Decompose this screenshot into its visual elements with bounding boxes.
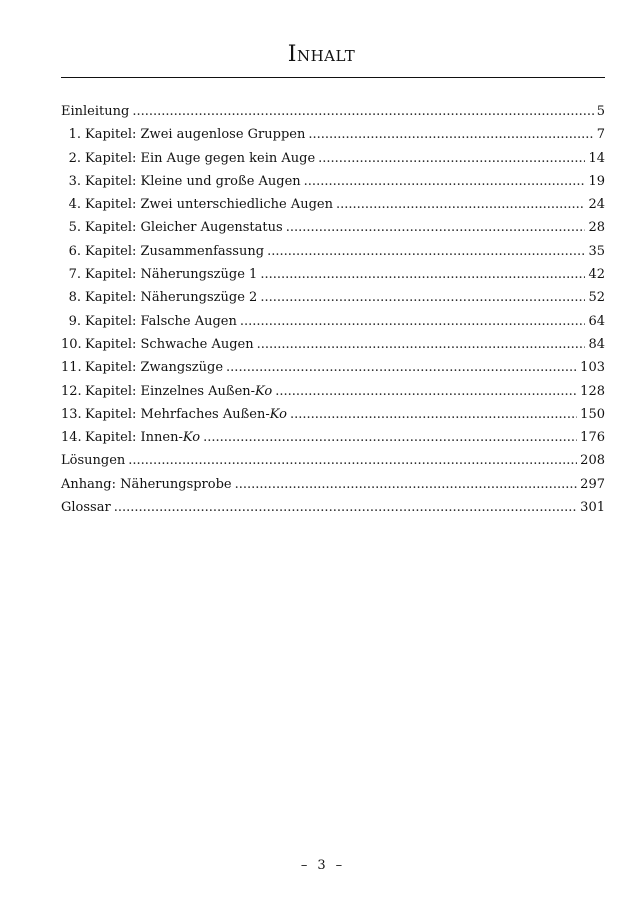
toc-leader-dots xyxy=(286,216,586,239)
toc-entry[interactable] xyxy=(61,263,605,286)
toc-entry-page: 103 xyxy=(580,360,605,376)
footer-dash-left: – xyxy=(300,858,308,873)
toc-entry-number: 7. xyxy=(68,267,81,283)
toc-entry-title: Einleitung xyxy=(61,104,130,119)
toc-entry-page: 208 xyxy=(580,453,605,469)
toc-entry-page: 301 xyxy=(580,500,605,516)
toc-entry-title-text: Kapitel: Einzelnes Außen- xyxy=(85,383,256,399)
toc-leader-dots xyxy=(260,286,585,309)
toc-entry-page: 24 xyxy=(588,197,605,213)
toc-entry[interactable] xyxy=(61,216,605,239)
toc-entry-title: Kapitel: Näherungszüge 2 xyxy=(85,290,258,306)
toc-entry-title-text: Kapitel: Mehrfaches Außen- xyxy=(85,406,270,422)
toc-entry-title-italic: Ko xyxy=(182,430,201,446)
toc-leader-dots xyxy=(260,263,585,286)
toc-entry-number: 2. xyxy=(68,150,81,166)
toc-entry[interactable] xyxy=(61,333,605,356)
toc-entry[interactable] xyxy=(61,473,605,496)
toc-entry-title: Kapitel: Schwache Augen xyxy=(85,336,254,352)
toc-entry[interactable] xyxy=(61,240,605,263)
toc-leader-dots xyxy=(304,170,586,193)
toc-entry-page: 150 xyxy=(580,406,605,422)
toc-entry-page: 52 xyxy=(588,290,605,306)
toc-entry[interactable] xyxy=(61,496,605,519)
toc-entry-number: 3. xyxy=(68,173,81,189)
toc-entry-page: 28 xyxy=(588,220,605,236)
toc-leader-dots xyxy=(132,100,593,123)
table-of-contents xyxy=(61,100,605,519)
toc-leader-dots xyxy=(226,356,577,379)
toc-entry[interactable] xyxy=(61,147,605,170)
toc-entry-number: 6. xyxy=(68,243,81,259)
toc-leader-dots xyxy=(290,403,577,426)
toc-entry-number: 11. xyxy=(61,360,82,376)
toc-entry-title: Kapitel: Kleine und große Augen xyxy=(85,173,301,189)
toc-entry-title-text: Kapitel: Innen- xyxy=(85,430,183,446)
toc-entry-title xyxy=(85,403,287,426)
toc-leader-dots xyxy=(128,449,577,472)
toc-entry[interactable] xyxy=(61,100,605,123)
toc-leader-dots xyxy=(235,473,578,496)
toc-entry[interactable] xyxy=(61,356,605,379)
toc-entry-title: Kapitel: Zusammenfassung xyxy=(85,243,265,259)
toc-entry-page: 35 xyxy=(588,243,605,259)
footer-dash-right: – xyxy=(335,858,343,873)
toc-leader-dots xyxy=(240,310,586,333)
title-divider xyxy=(61,77,605,78)
toc-entry-title: Kapitel: Ein Auge gegen kein Auge xyxy=(85,150,316,166)
toc-entry[interactable] xyxy=(61,426,605,449)
toc-entry-number: 9. xyxy=(68,313,81,329)
toc-entry-title xyxy=(85,380,272,403)
toc-leader-dots xyxy=(267,240,585,263)
toc-entry-page: 5 xyxy=(596,104,605,119)
toc-entry-title: Kapitel: Gleicher Augenstatus xyxy=(85,220,283,236)
toc-entry-title-italic: Ko xyxy=(255,383,273,399)
toc-leader-dots xyxy=(114,496,577,519)
toc-entry[interactable] xyxy=(61,170,605,193)
toc-entry-number: 13. xyxy=(61,406,82,422)
toc-entry-number: 10. xyxy=(61,336,82,352)
toc-entry-title: Kapitel: Falsche Augen xyxy=(85,313,237,329)
toc-entry[interactable] xyxy=(61,310,605,333)
toc-entry-page: 7 xyxy=(596,127,605,143)
toc-entry-page: 128 xyxy=(580,383,605,399)
toc-entry-number: 14. xyxy=(61,430,82,446)
toc-entry[interactable] xyxy=(61,449,605,472)
toc-entry-page: 64 xyxy=(588,313,605,329)
toc-entry[interactable] xyxy=(61,286,605,309)
toc-entry-page: 19 xyxy=(588,173,605,189)
toc-leader-dots xyxy=(318,147,585,170)
toc-entry-number: 1. xyxy=(68,127,81,143)
toc-entry[interactable] xyxy=(61,193,605,216)
toc-entry-title: Kapitel: Zwangszüge xyxy=(85,360,224,376)
toc-entry[interactable] xyxy=(61,123,605,146)
toc-entry-title: Anhang: Näherungsprobe xyxy=(61,476,232,492)
toc-entry[interactable] xyxy=(61,403,605,426)
toc-entry-page: 42 xyxy=(588,267,605,283)
toc-leader-dots xyxy=(308,123,593,146)
toc-leader-dots xyxy=(203,426,577,449)
toc-entry-number: 5. xyxy=(68,220,81,236)
toc-entry-page: 297 xyxy=(580,476,605,492)
toc-entry-number: 4. xyxy=(68,197,81,213)
toc-entry-title-italic: Ko xyxy=(269,406,287,422)
page-footer xyxy=(0,858,643,873)
page-number: 3 xyxy=(317,858,326,873)
toc-leader-dots xyxy=(336,193,585,216)
toc-entry-title: Glossar xyxy=(61,500,111,516)
toc-entry-number: 8. xyxy=(68,290,81,306)
toc-entry-title xyxy=(85,426,200,449)
toc-entry-page: 14 xyxy=(588,150,605,166)
toc-leader-dots xyxy=(275,380,577,403)
toc-entry[interactable] xyxy=(61,380,605,403)
toc-entry-title: Lösungen xyxy=(61,453,126,469)
toc-entry-title: Kapitel: Näherungszüge 1 xyxy=(85,267,258,283)
toc-leader-dots xyxy=(257,333,586,356)
toc-entry-page: 176 xyxy=(580,430,605,446)
toc-entry-title: Kapitel: Zwei augenlose Gruppen xyxy=(85,127,306,143)
toc-entry-number: 12. xyxy=(61,383,82,399)
toc-entry-title: Kapitel: Zwei unterschiedliche Augen xyxy=(85,197,333,213)
page-title: Inhalt xyxy=(287,42,356,67)
toc-entry-page: 84 xyxy=(588,336,605,352)
